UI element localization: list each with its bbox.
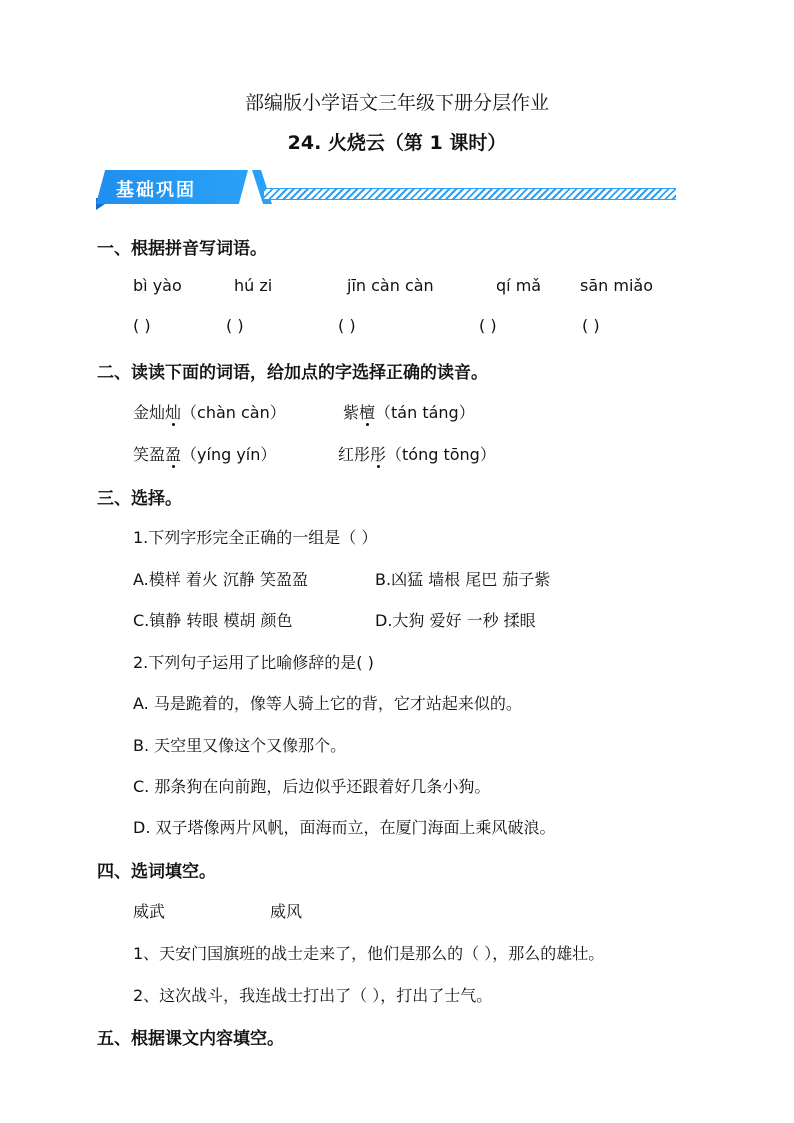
q2-item-4 — [338, 442, 496, 465]
answer-blank-4[interactable]: ( ) — [479, 316, 497, 335]
q2-options[interactable]: （tán táng） — [375, 403, 475, 422]
q2-item-3 — [133, 442, 276, 465]
q3-1-stem: 1.下列字形完全正确的一组是（ ） — [133, 528, 378, 547]
q3-2-option-a[interactable]: A. 马是跪着的，像等人骑上它的背，它才站起来似的。 — [133, 694, 522, 713]
q2-word: 笑盈 — [133, 445, 166, 464]
answer-blank-5[interactable]: ( ) — [582, 316, 600, 335]
answer-blank-1[interactable]: ( ) — [133, 316, 151, 335]
q2-word: 紫 — [343, 403, 360, 422]
lesson-title: 24. 火烧云（第 1 课时） — [287, 132, 507, 154]
pinyin-2: hú zi — [234, 276, 273, 295]
document-title: 部编版小学语文三年级下册分层作业 — [244, 92, 549, 114]
q4-sentence-1: 1、天安门国旗班的战士走来了，他们是那么的（ ），那么的雄壮。 — [133, 944, 605, 963]
q5-heading: 五、根据课文内容填空。 — [97, 1029, 284, 1049]
banner-label: 基础巩固 — [116, 180, 196, 201]
q4-sentence-2: 2、这次战斗，我连战士打出了（ ），打出了士气。 — [133, 986, 493, 1005]
dotted-char: 檀 — [359, 403, 376, 422]
q3-2-option-c[interactable]: C. 那条狗在向前跑，后边似乎还跟着好几条小狗。 — [133, 777, 491, 796]
q1-heading: 一、根据拼音写词语。 — [97, 239, 267, 259]
q3-1-option-d[interactable]: D.大狗 爱好 一秒 揉眼 — [375, 611, 536, 630]
q3-1-option-c[interactable]: C.镇静 转眼 模胡 颜色 — [133, 611, 293, 630]
q3-2-option-d[interactable]: D. 双子塔像两片风帆，面海而立，在厦门海面上乘风破浪。 — [133, 818, 556, 837]
pinyin-3: jīn càn càn — [347, 276, 434, 295]
banner-stripes — [264, 188, 676, 200]
answer-blank-3[interactable]: ( ) — [338, 316, 356, 335]
q2-heading: 二、读读下面的词语，给加点的字选择正确的读音。 — [97, 363, 488, 383]
dotted-char: 盈 — [165, 445, 182, 464]
pinyin-1: bì yào — [133, 276, 182, 295]
q4-heading: 四、选词填空。 — [97, 862, 216, 882]
q3-1-option-b[interactable]: B.凶猛 墙根 尾巴 茄子紫 — [375, 570, 551, 589]
q2-word: 金灿 — [133, 403, 166, 422]
q3-2-option-b[interactable]: B. 天空里又像这个又像那个。 — [133, 736, 347, 755]
pinyin-4: qí mǎ — [496, 276, 542, 295]
q2-options[interactable]: （chàn càn） — [181, 403, 286, 422]
q2-options[interactable]: （tóng tōng） — [386, 445, 496, 464]
q2-item-1 — [133, 400, 286, 423]
q2-item-2 — [343, 400, 475, 423]
q3-2-stem: 2.下列句子运用了比喻修辞的是( ) — [133, 653, 374, 672]
dotted-char: 彤 — [370, 445, 387, 464]
q3-heading: 三、选择。 — [97, 489, 182, 509]
section-banner — [96, 168, 676, 212]
q2-word: 红彤 — [338, 445, 371, 464]
answer-blank-2[interactable]: ( ) — [226, 316, 244, 335]
q2-options[interactable]: （yíng yín） — [181, 445, 277, 464]
dotted-char: 灿 — [165, 403, 182, 422]
pinyin-5: sān miǎo — [580, 276, 653, 295]
q4-word-2: 威风 — [270, 902, 303, 921]
q3-1-option-a[interactable]: A.模样 着火 沉静 笑盈盈 — [133, 570, 309, 589]
q4-word-1: 威武 — [133, 902, 166, 921]
